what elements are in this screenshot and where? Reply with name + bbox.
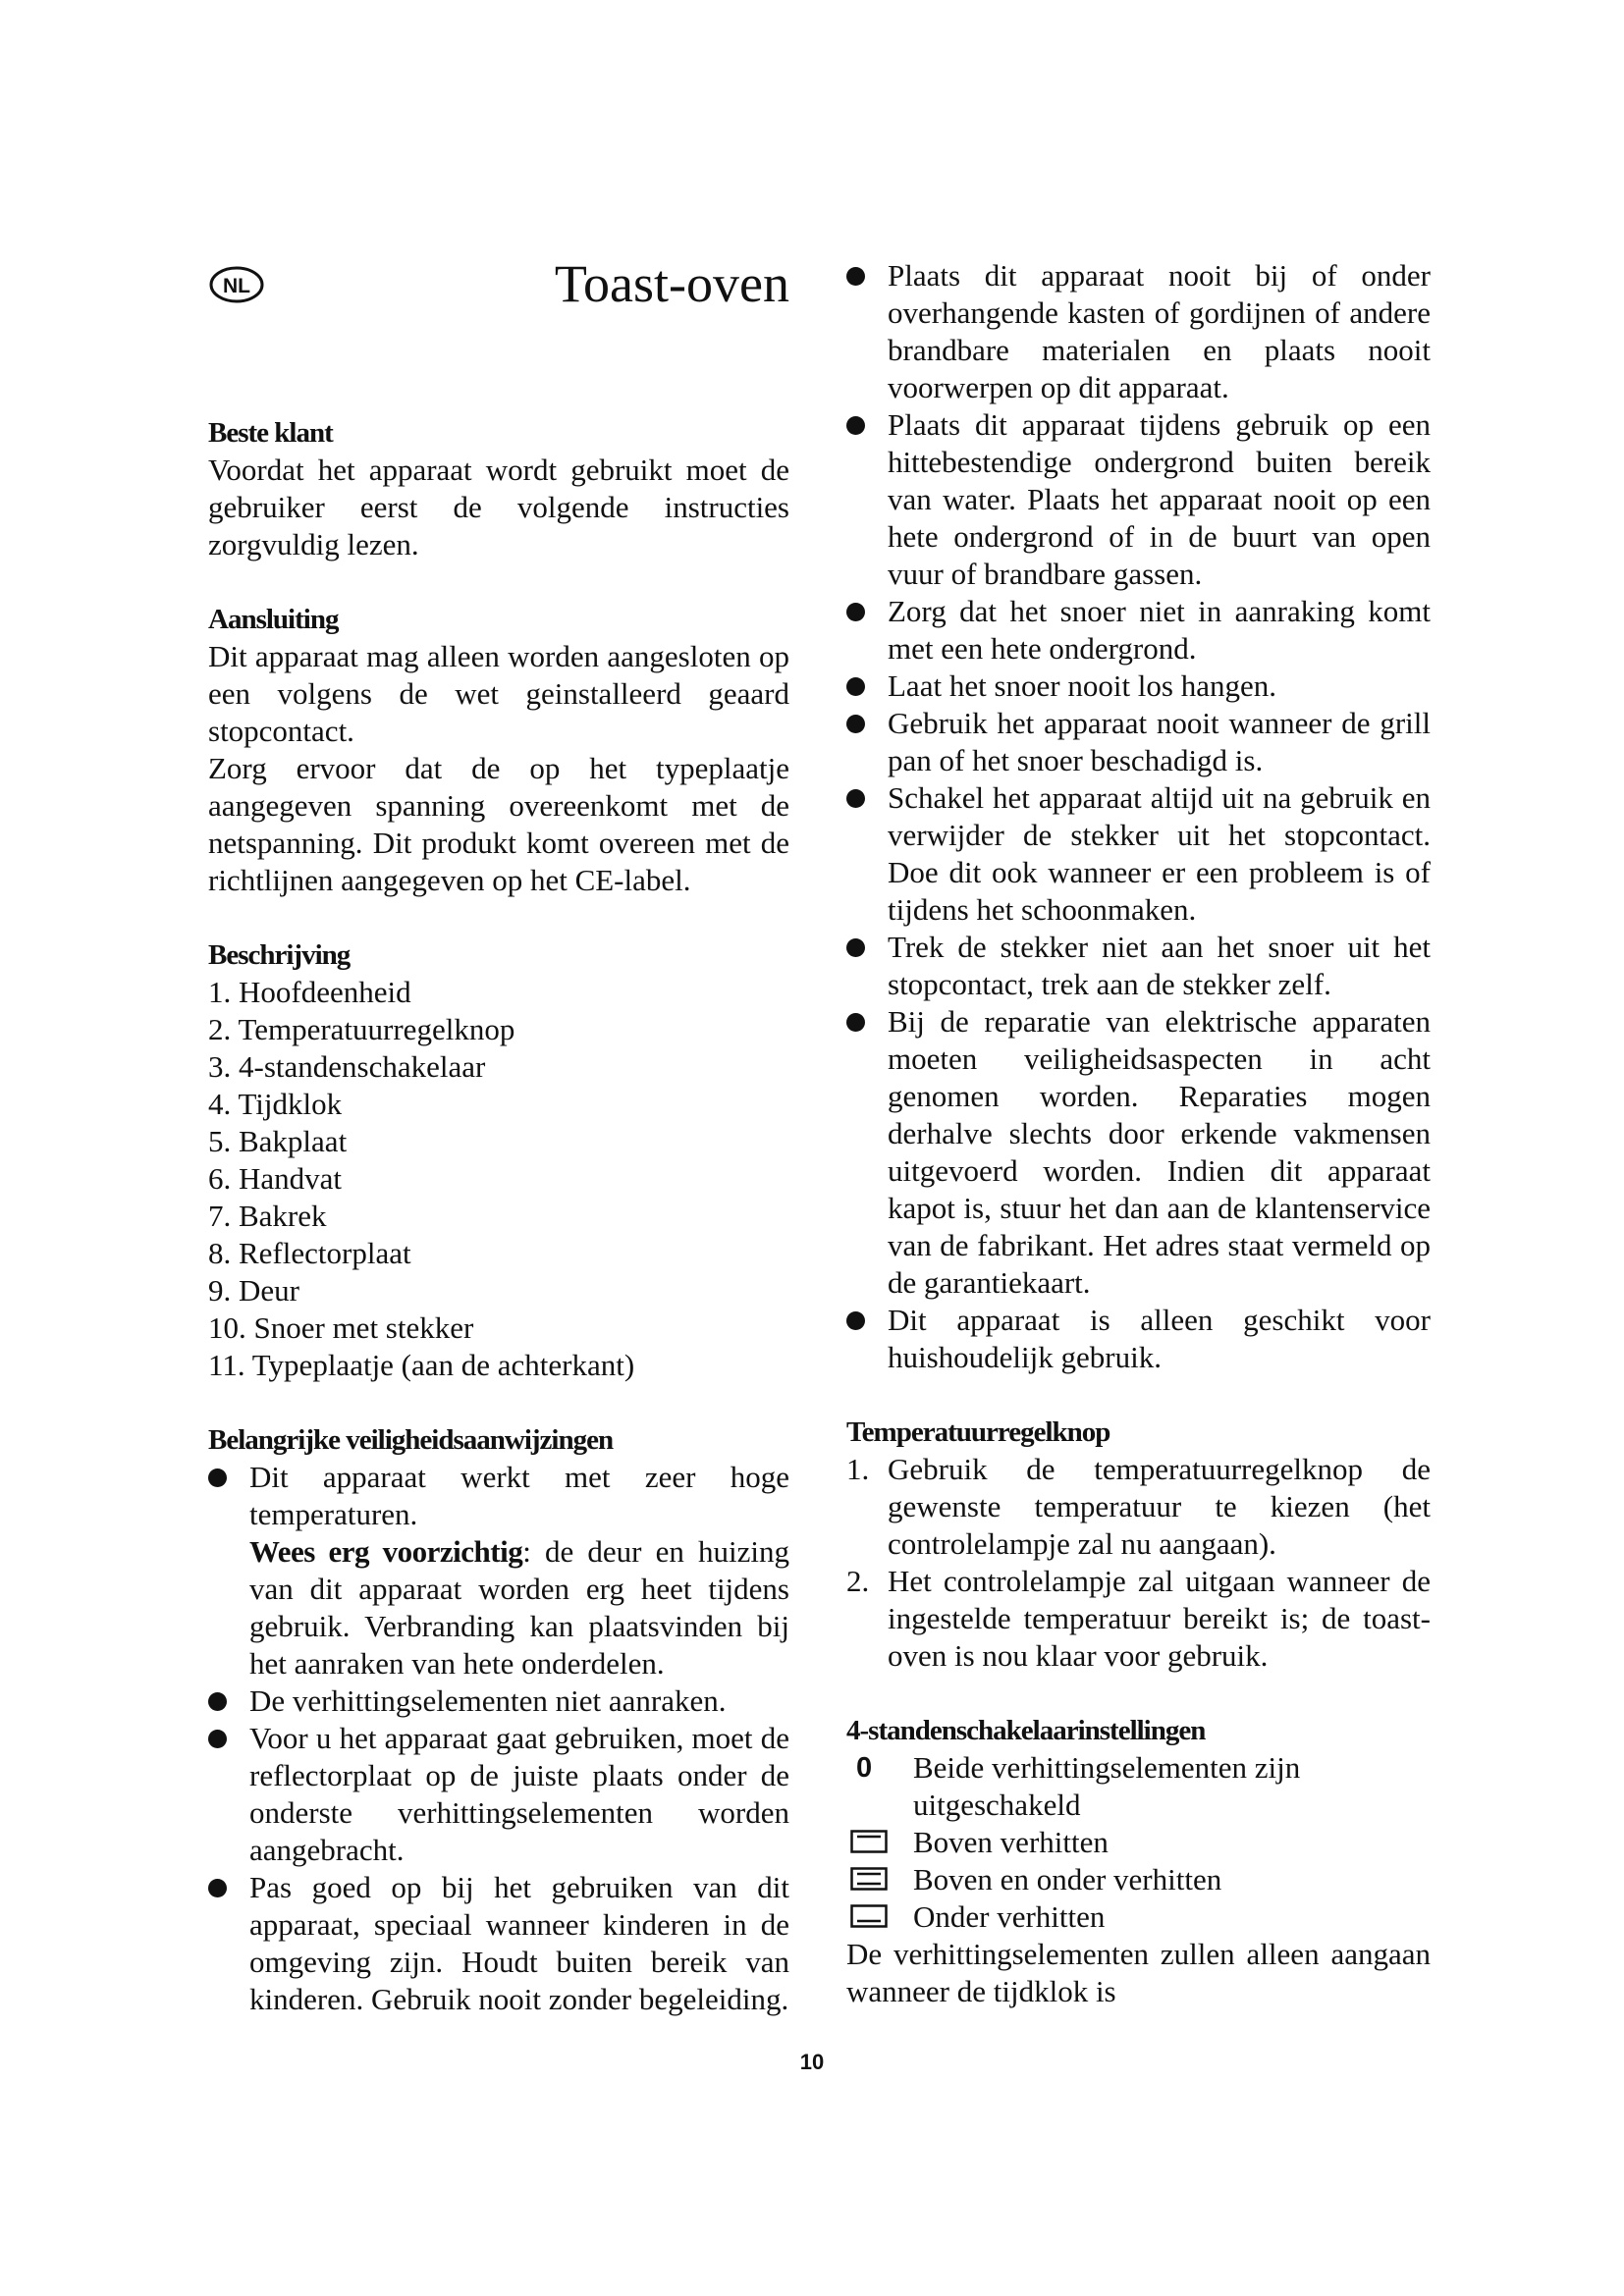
safety-bullet: Gebruik het apparaat nooit wanneer de grill pan of het snoer beschadigd is. — [846, 705, 1431, 779]
safety-bullet: De verhittingselementen niet aanraken. — [208, 1682, 789, 1720]
switch-setting-top — [846, 1824, 1431, 1861]
safety-bullet: Trek de stekker niet aan het snoer uit het stopcontact, trek aan de stekker zelf. — [846, 929, 1431, 1003]
switch-setting-bottom — [846, 1898, 1431, 1936]
parts-list-item: 9. Deur — [208, 1273, 299, 1308]
intro-heading: Beste klant — [208, 417, 333, 449]
safety-bullet: Zorg dat het snoer niet in aanraking komt met een hete ondergrond. — [846, 593, 1431, 667]
temperature-step — [846, 1451, 1431, 1563]
left-column — [208, 257, 789, 2018]
top-bottom-heat-icon — [850, 1867, 888, 1891]
page-title: Toast-oven — [554, 254, 789, 313]
safety-bullet: Plaats dit apparaat nooit bij of onder overhangende kasten of gordijnen of andere brandbare materialen en plaats nooit voorwerpen op dit apparaat. — [846, 257, 1431, 406]
bottom-heat-icon — [850, 1904, 888, 1928]
safety-warning — [249, 1533, 789, 1682]
parts-list — [208, 974, 789, 1384]
parts-list-item: 10. Snoer met stekker — [208, 1310, 474, 1345]
parts-list-item: 7. Bakrek — [208, 1199, 327, 1233]
safety-bullet: Voor u het apparaat gaat gebruiken, moet de reflectorplaat op de juiste plaats onder de onderste verhittingselementen worden aangebracht. — [208, 1720, 789, 1869]
step-text: Gebruik de temperatuurregelknop de gewenste temperatuur te kiezen (het controlelampje zal nu aangaan). — [888, 1452, 1431, 1561]
safety-bullet: Plaats dit apparaat tijdens gebruik op een hittebestendige ondergrond buiten bereik van water. Plaats het apparaat nooit op een hete ondergrond of in de buurt van open vuur of brandbare gassen. — [846, 406, 1431, 593]
parts-list-item: 8. Reflectorplaat — [208, 1236, 411, 1270]
warning-text: : de deur en huizing van dit apparaat worden erg heet tijdens gebruik. Verbranding kan plaatsvinden bij het aanraken van hete onderdelen. — [249, 1534, 789, 1681]
parts-list-item: 6. Handvat — [208, 1161, 343, 1196]
safety-bullet: Bij de reparatie van elektrische apparaten moeten veiligheidsaspecten in acht genomen worden. Reparaties mogen derhalve slechts door erkende vakmensen uitgevoerd worden. Indien dit apparaat kapot is, stuur het dan aan de klantenservice van de fabrikant. Het adres staat vermeld op de garantiekaart. — [846, 1003, 1431, 1302]
temperature-step — [846, 1563, 1431, 1675]
connection-paragraph-1: Dit apparaat mag alleen worden aangesloten op een volgens de wet geinstalleerd geaard stopcontact. — [208, 639, 789, 748]
safety-bullet: Laat het snoer nooit los hangen. — [846, 667, 1431, 705]
parts-list-item: 1. Hoofdeenheid — [208, 975, 411, 1009]
step-text: Het controlelampje zal uitgaan wanneer de ingestelde temperatuur bereikt is; de toast-oven is nou klaar voor gebruik. — [888, 1564, 1431, 1673]
parts-list-item: 2. Temperatuurregelknop — [208, 1012, 515, 1046]
parts-list-item: 4. Tijdklok — [208, 1087, 343, 1121]
connection-paragraph-2: Zorg ervoor dat de op het typeplaatje aangegeven spanning overeenkomt met de netspanning. Dit produkt komt overeen met de richtlijnen aangegeven op het CE-label. — [208, 751, 789, 897]
right-column — [846, 257, 1431, 2010]
intro-text: Voordat het apparaat wordt gebruikt moet de gebruiker eerst de volgende instructies zorgvuldig lezen. — [208, 453, 789, 561]
temperature-knob-heading: Temperatuurregelknop — [846, 1416, 1110, 1448]
setting-label: Boven verhitten — [913, 1825, 1109, 1859]
setting-label: Beide verhittingselementen zijn uitgeschakeld — [913, 1750, 1301, 1822]
switch-setting-off — [846, 1749, 1431, 1824]
safety-bullet-text: Dit apparaat werkt met zeer hoge temperaturen. — [249, 1460, 789, 1531]
switch-setting-both — [846, 1861, 1431, 1898]
description-heading: Beschrijving — [208, 939, 351, 971]
step-number: 1. — [846, 1452, 870, 1486]
setting-label: Boven en onder verhitten — [913, 1862, 1222, 1896]
switch-settings-footer: De verhittingselementen zullen alleen aangaan wanneer de tijdklok is — [846, 1937, 1431, 2008]
language-code: NL — [223, 275, 250, 297]
parts-list-item: 5. Bakplaat — [208, 1124, 348, 1158]
safety-bullet — [208, 1459, 789, 1682]
setting-label: Onder verhitten — [913, 1899, 1106, 1934]
safety-bullet: Schakel het apparaat altijd uit na gebruik en verwijder de stekker uit het stopcontact. Doe dit ook wanneer er een probleem is of tijdens het schoonmaken. — [846, 779, 1431, 929]
step-number: 2. — [846, 1564, 870, 1598]
parts-list-item: 3. 4-standenschakelaar — [208, 1049, 486, 1084]
top-heat-icon — [850, 1830, 888, 1853]
page-number: 10 — [799, 2050, 825, 2074]
safety-bullet: Pas goed op bij het gebruiken van dit apparaat, speciaal wanneer kinderen in de omgeving zijn. Houdt buiten bereik van kinderen. Gebruik nooit zonder begeleiding. — [208, 1869, 789, 2018]
safety-heading: Belangrijke veiligheidsaanwijzingen — [208, 1424, 614, 1456]
parts-list-item: 11. Typeplaatje (aan de achterkant) — [208, 1348, 635, 1382]
switch-settings-heading: 4-standenschakelaarinstellingen — [846, 1715, 1206, 1746]
safety-bullet: Dit apparaat is alleen geschikt voor huishoudelijk gebruik. — [846, 1302, 1431, 1376]
warning-label: Wees erg voorzichtig — [249, 1534, 523, 1569]
connection-heading: Aansluiting — [208, 604, 339, 635]
zero-position-symbol: 0 — [856, 1752, 873, 1784]
